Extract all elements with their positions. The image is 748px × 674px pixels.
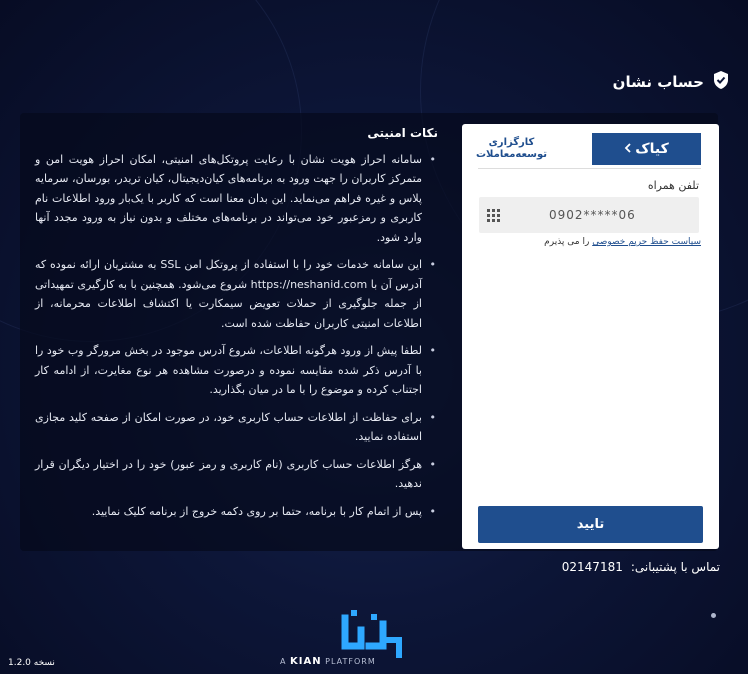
kiak-logo: [592, 133, 701, 165]
support-label: تماس با پشتیبانی:: [630, 560, 720, 574]
kiak-label: کیاک: [635, 141, 669, 157]
list-item: • پس از اتمام کار با برنامه، حتما بر روی دکمه خروج از برنامه کلیک نمایید.: [35, 502, 422, 522]
list-item: • هرگز اطلاعات حساب کاربری (نام کاربری و رمز عبور) خود را در اختیار دیگران قرار ندهید.: [35, 455, 422, 494]
phone-input[interactable]: [547, 207, 691, 223]
phone-label: تلفن همراه: [647, 179, 699, 192]
phone-field: [479, 197, 699, 233]
support-contact: [562, 560, 720, 574]
security-notes: [35, 124, 450, 529]
list-item: • این سامانه خدمات خود را با استفاده از پروتکل امن SSL به مشتریان ارائه نموده که آدرس آن با https://neshanid.com شروع می‌شود. همچنین با به کارگیری تمهیداتی از جمله جلوگیری از حملات تعویض سیمکارت یا اکتشاف اطلاعات محرمانه، از اطلاعات امنیتی کاربران حفاظت شده است.: [35, 255, 422, 333]
list-item: • برای حفاظت از اطلاعات حساب کاربری خود، در صورت امکان از صفحه کلید مجازی استفاده نمایید.: [35, 408, 422, 447]
security-notes-title: نکات امنیتی: [367, 126, 438, 140]
chevron-left-icon: [624, 141, 632, 157]
confirm-button[interactable]: تایید: [478, 506, 703, 543]
shield-check-icon: [712, 70, 730, 94]
carousel-dot[interactable]: [711, 613, 716, 618]
privacy-policy-link[interactable]: سیاست حفظ حریم خصوصی: [592, 237, 701, 247]
support-phone: 02147181: [561, 560, 623, 574]
neshan-logo: [339, 610, 405, 662]
broker-line2: توسعه‌معاملات: [476, 149, 547, 160]
page-title: حساب نشان: [612, 73, 704, 91]
privacy-policy: [544, 237, 701, 247]
brand-row: [476, 130, 701, 168]
broker-line1: کارگزاری: [488, 137, 535, 148]
list-item: • سامانه احراز هویت نشان با رعایت پروتکل‌های امنیتی، امکان احراز هویت امن و متمرکز کاربران را جهت ورود به برنامه‌های کیان‌دیجیتال، کیان تریدر، بورسان، سرمایه پلاس و غیره فراهم می‌نماید. این بدان معنا است که کاربر با یک‌بار ورود اطلاعات نام کاربری و رمزعبور خود می‌تواند در برنامه‌های مختلف و بدون نیاز به ورود مجدد آنها وارد شود.: [35, 150, 422, 248]
list-item: • لطفا پیش از ورود هرگونه اطلاعات، شروع آدرس موجود در بخش مرورگر وب خود را با آدرس ذکر شده مقایسه نموده و درصورت مشاهده هر نوع مغایرت، از ادامه کار اجتناب کرده و موضوع را با ما در میان بگذارید.: [35, 341, 422, 400]
security-notes-list: [35, 150, 450, 522]
tagline-brand: KIAN: [290, 656, 322, 667]
platform-tagline: [280, 656, 376, 667]
broker-logo: [476, 137, 547, 161]
keypad-icon[interactable]: [487, 209, 500, 222]
tagline-suffix: PLATFORM: [325, 657, 376, 666]
version-label: نسخه 1.2.0: [8, 658, 55, 668]
login-card: [462, 124, 719, 549]
tagline-prefix: A: [280, 657, 287, 666]
privacy-policy-suffix: را می پذیرم: [544, 237, 593, 247]
divider: [478, 168, 701, 169]
page-header: [613, 70, 730, 94]
